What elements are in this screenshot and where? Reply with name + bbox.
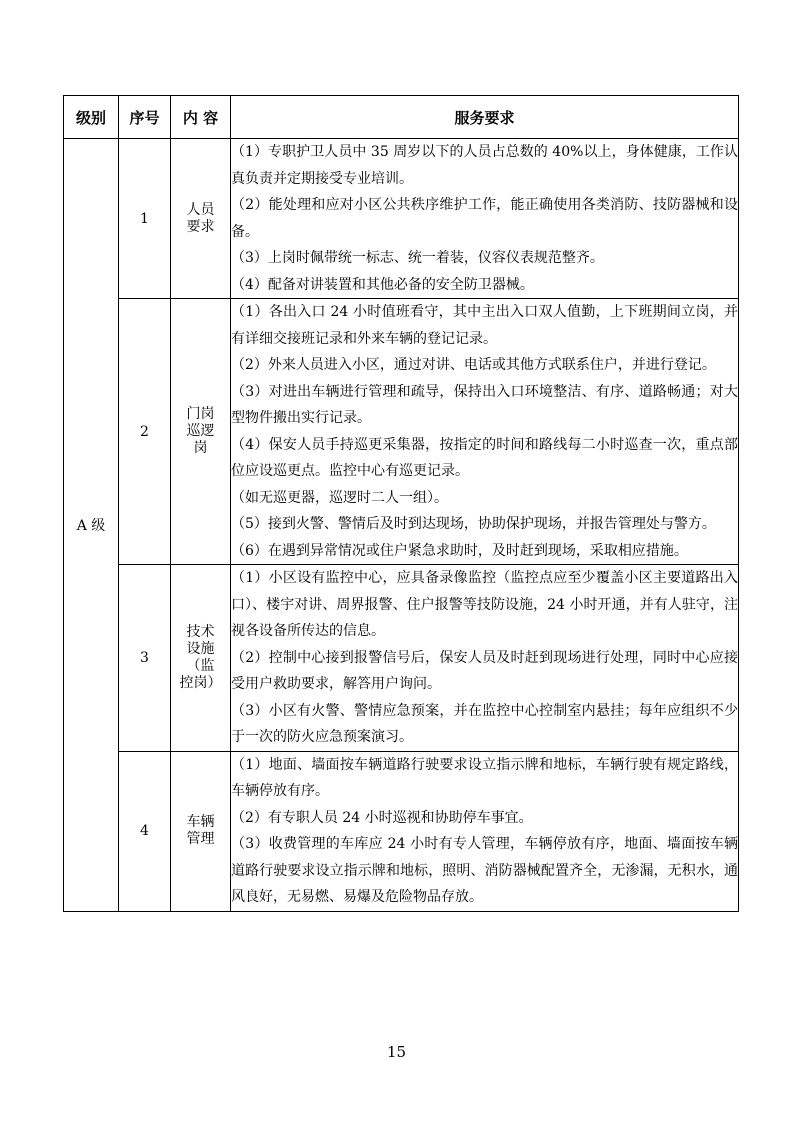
requirement-item: （2）能处理和应对小区公共秩序维护工作，能正确使用各类消防、技防器械和设备。	[231, 197, 738, 240]
row-content-cell: 门岗 巡逻 岗	[171, 299, 231, 565]
row-requirements-cell	[231, 299, 739, 565]
requirement-item: （5）接到火警、警情后及时到达现场，协助保护现场，并报告管理处与警方。	[231, 516, 716, 532]
page-number: 15	[386, 1043, 407, 1061]
row-content-cell: 人员 要求	[171, 139, 231, 299]
row-requirements-cell	[231, 751, 739, 911]
requirement-item: （2）外来人员进入小区，通过对讲、电话或其他方式联系住户，并进行登记。	[231, 357, 716, 373]
requirement-item: （1）各出入口 24 小时值班看守，其中主出入口双人值勤，上下班期间立岗，并有详细交接班记录和外来车辆的登记记录。	[231, 304, 738, 347]
requirement-item: （如无巡更器，巡逻时二人一组）。	[231, 489, 448, 506]
requirement-item: （4）保安人员手持巡更采集器，按指定的时间和路线每二小时巡查一次，重点部位应设巡更点。监控中心有巡更记录。	[231, 436, 738, 479]
table-row	[64, 751, 739, 911]
row-number: 4	[119, 751, 171, 911]
requirement-item: （1）地面、墙面按车辆道路行驶要求设立指示牌和地标，车辆行驶有规定路线，车辆停放有序。	[231, 756, 738, 799]
header-content: 内 容	[171, 96, 231, 139]
requirement-item: （2）有专职人员 24 小时巡视和协助停车事宜。	[231, 809, 533, 826]
table-row	[64, 139, 739, 299]
requirement-item: （3）小区有火警、警情应急预案，并在监控中心控制室内悬挂；每年应组织不少于一次的防火应急预案演习。	[231, 702, 738, 745]
row-number: 1	[119, 139, 171, 299]
header-number: 序号	[119, 96, 171, 139]
row-number: 3	[119, 565, 171, 752]
requirement-item: （4）配备对讲装置和其他必备的安全防卫器械。	[231, 276, 534, 293]
row-content-cell: 技术 设施 （监 控岗）	[171, 565, 231, 752]
header-requirements: 服务要求	[231, 96, 739, 139]
header-row	[64, 96, 739, 139]
row-requirements-cell	[231, 139, 739, 299]
requirement-item: （6）在遇到异常情况或住户紧急求助时，及时赶到现场，采取相应措施。	[231, 542, 688, 559]
requirement-item: （2）控制中心接到报警信号后，保安人员及时赶到现场进行处理，同时中心应接受用户救助要求，解答用户询问。	[231, 649, 738, 692]
row-content-cell: 车辆 管理	[171, 751, 231, 911]
service-standard-table	[63, 95, 739, 912]
requirement-item: （1）专职护卫人员中 35 周岁以下的人员占总数的 40%以上，身体健康，工作认真负责并定期接受专业培训。	[231, 144, 738, 187]
table-row	[64, 565, 739, 752]
header-level: 级别	[64, 96, 119, 139]
level-cell: A 级	[64, 139, 119, 912]
requirement-item: （3）对进出车辆进行管理和疏导，保持出入口环境整洁、有序、道路畅通；对大型物件搬出实行记录。	[231, 383, 738, 426]
row-number: 2	[119, 299, 171, 565]
requirement-item: （3）上岗时佩带统一标志、统一着装，仪容仪表规范整齐。	[231, 250, 604, 266]
row-requirements-cell	[231, 565, 739, 752]
requirement-item: （1）小区设有监控中心，应具备录像监控（监控点应至少覆盖小区主要道路出入口）、楼宇对讲、周界报警、住户报警等技防设施，24 小时开通，并有人驻守，注视各设备所传达的信息。	[231, 570, 738, 639]
table-row	[64, 299, 739, 565]
requirement-item: （3）收费管理的车库应 24 小时有专人管理，车辆停放有序，地面、墙面按车辆道路行驶要求设立指示牌和地标，照明、消防器械配置齐全，无渗漏，无积水，通风良好，无易燃、易爆及危险物品存放。	[231, 836, 738, 905]
